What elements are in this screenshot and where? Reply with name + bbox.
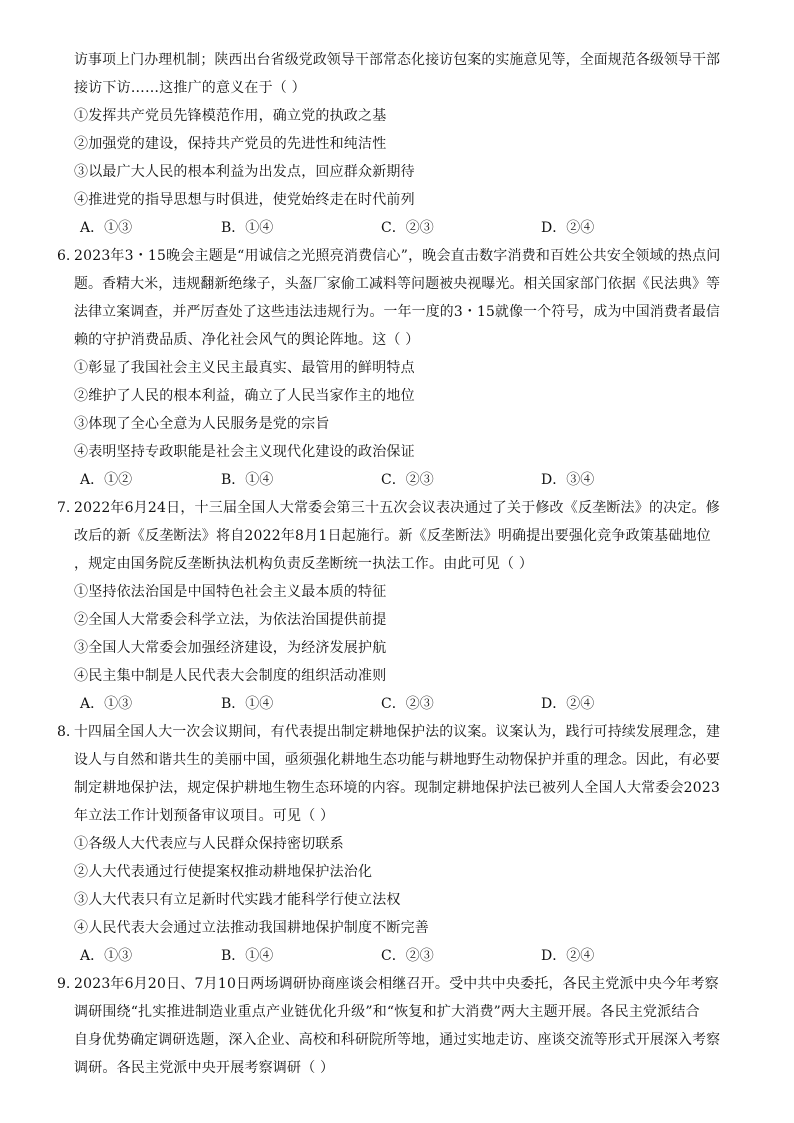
option-b: B．①④ <box>221 472 274 488</box>
statement: ①发挥共产党员先锋模范作用，确立党的执政之基 <box>74 108 387 124</box>
statement: ③体现了全心全意为人民服务是党的宗旨 <box>74 416 330 432</box>
question-stem-line: 设人与自然和谐共生的美丽中国，亟须强化耕地生态功能与耕地野生动物保护并重的理念。因此，有必要 <box>74 752 721 768</box>
statement: ②人大代表通过行使提案权推动耕地保护法治化 <box>74 864 373 880</box>
statement: ③人大代表只有立足新时代实践才能科学行使立法权 <box>74 892 401 908</box>
option-b: B．①④ <box>221 948 274 964</box>
option-d: D．③④ <box>541 472 595 488</box>
option-a: A．①② <box>80 472 133 488</box>
option-d: D．②④ <box>541 220 595 236</box>
statement: ①彰显了我国社会主义民主最真实、最管用的鲜明特点 <box>74 360 415 376</box>
question-stem-line: 访事项上门办理机制；陕西出台省级党政领导干部常态化接访包案的实施意见等，全面规范各级领导干部 <box>74 52 721 68</box>
statement: ④表明坚持专政职能是社会主义现代化建设的政治保证 <box>74 444 415 460</box>
question-stem-line: 题。香精大米，违规翻新绝缘子，头盔厂家偷工减料等问题被央视曝光。相关国家部门依据《民法典》等 <box>74 276 721 292</box>
option-a: A．①③ <box>80 696 133 712</box>
question-stem-line: 2023年6月20日、7月10日两场调研协商座谈会相继召开。受中共中央委托，各民主党派中央今年考察 <box>74 976 719 992</box>
question-stem-line: ，规定由国务院反垄断执法机构负责反垄断统一执法工作。由此可见（ ） <box>74 556 534 572</box>
option-a: A．①③ <box>80 220 133 236</box>
question-stem-line: 年立法工作计划预备审议项目。可见（ ） <box>74 808 335 824</box>
option-c: C．②③ <box>381 472 434 488</box>
statement: ②加强党的建设，保持共产党员的先进性和纯洁性 <box>74 136 387 152</box>
option-d: D．②④ <box>541 696 595 712</box>
question-number: 8. <box>57 724 71 740</box>
option-c: C．②③ <box>381 948 434 964</box>
question-stem-line: 接访下访……这推广的意义在于（ ） <box>74 80 306 96</box>
question-stem-line: 调研。各民主党派中央开展考察调研（ ） <box>74 1060 335 1076</box>
question-stem-line: 制定耕地保护法，规定保护耕地生物生态环境的内容。现制定耕地保护法已被列人全国人大常委会2023 <box>74 780 721 796</box>
option-d: D．②④ <box>541 948 595 964</box>
question-stem-line: 法律立案调查，并严厉查处了这些违法违规行为。一年一度的3・15就像一个符号，成为中国消费者最信 <box>74 304 721 320</box>
statement: ②全国人大常委会科学立法，为依法治国提供前提 <box>74 612 387 628</box>
question-number: 6. <box>57 248 71 264</box>
statement: ③以最广大人民的根本利益为出发点，回应群众新期待 <box>74 164 415 180</box>
question-number: 9. <box>57 976 71 992</box>
statement: ③全国人大常委会加强经济建设，为经济发展护航 <box>74 640 387 656</box>
statement: ④推进党的指导思想与时俱进，使党始终走在时代前列 <box>74 192 415 208</box>
question-stem-line: 2023年3・15晚会主题是“用诚信之光照亮消费信心”，晚会直击数字消费和百姓公共安全领域的热点问 <box>74 248 721 264</box>
question-number: 7. <box>57 500 71 516</box>
option-c: C．②③ <box>381 220 434 236</box>
statement: ④民主集中制是人民代表大会制度的组织活动准则 <box>74 668 387 684</box>
option-b: B．①④ <box>221 696 274 712</box>
question-stem-line: 十四届全国人大一次会议期间，有代表提出制定耕地保护法的议案。议案认为，践行可持续发展理念，建 <box>74 724 721 740</box>
question-stem-line: 调研围绕“扎实推进制造业重点产业链优化升级”和“恢复和扩大消费”两大主题开展。各民主党派结合 <box>74 1004 700 1020</box>
question-stem-line: 自身优势确定调研选题，深入企业、高校和科研院所等地，通过实地走访、座谈交流等形式开展深入考察 <box>74 1032 721 1048</box>
question-stem-line: 2022年6月24日，十三届全国人大常委会第三十五次会议表决通过了关于修改《反垄断法》的决定。修 <box>74 500 720 516</box>
statement: ①各级人大代表应与人民群众保持密切联系 <box>74 836 344 852</box>
statement: ②维护了人民的根本利益，确立了人民当家作主的地位 <box>74 388 415 404</box>
option-a: A．①③ <box>80 948 133 964</box>
question-stem-line: 赖的守护消费品质、净化社会风气的舆论阵地。这（ ） <box>74 332 420 348</box>
option-c: C．②③ <box>381 696 434 712</box>
statement: ①坚持依法治国是中国特色社会主义最本质的特征 <box>74 584 387 600</box>
option-b: B．①④ <box>221 220 274 236</box>
statement: ④人民代表大会通过立法推动我国耕地保护制度不断完善 <box>74 920 429 936</box>
question-stem-line: 改后的新《反垄断法》将自2022年8月1日起施行。新《反垄断法》明确提出要强化竞争政策基础地位 <box>74 528 711 544</box>
